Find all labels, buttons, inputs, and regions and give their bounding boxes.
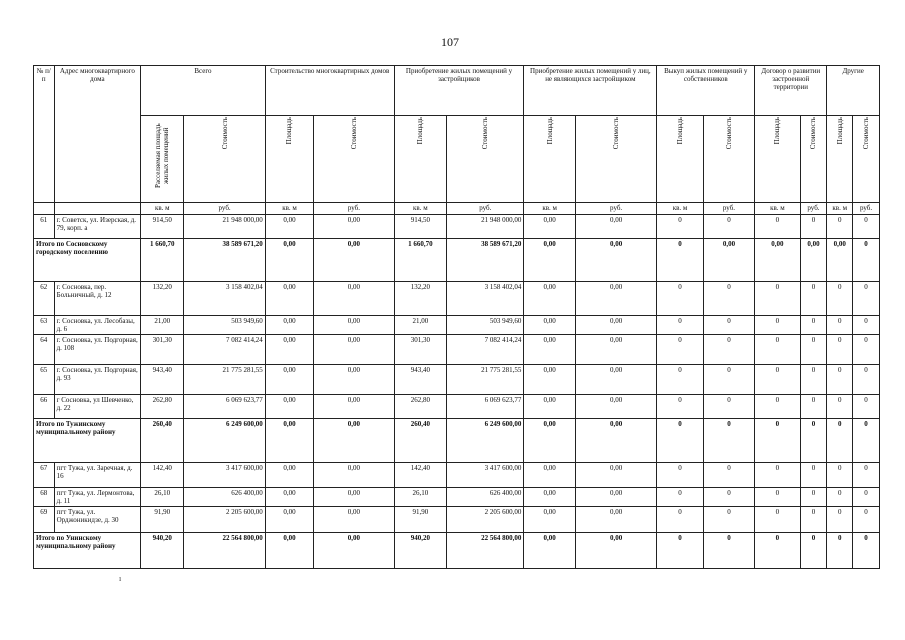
unit-label: кв. м [755, 203, 800, 215]
resettlement-table [33, 65, 880, 569]
value-cell: 0,00 [575, 507, 656, 533]
value-cell: 0,00 [265, 395, 313, 419]
value-cell: 0 [755, 395, 800, 419]
group-header: Договор о развитии застроенной территории [755, 66, 827, 116]
value-cell: 0 [703, 365, 755, 395]
value-cell: 0 [755, 215, 800, 239]
value-cell: 0,00 [314, 335, 394, 365]
value-cell: 0 [657, 419, 703, 463]
unit-label: руб. [703, 203, 755, 215]
subtotal-row [34, 239, 880, 282]
value-cell: 0,00 [524, 533, 576, 569]
value-cell: 0 [755, 335, 800, 365]
value-cell: 301,30 [141, 335, 184, 365]
unit-label: руб. [184, 203, 265, 215]
value-cell: 940,20 [141, 533, 184, 569]
sub-header: Площадь [755, 116, 800, 203]
value-cell: 0,00 [265, 463, 313, 488]
value-cell: 0,00 [575, 239, 656, 282]
group-header: Строительство многоквартирных домов [265, 66, 394, 116]
value-cell: 0 [827, 335, 853, 365]
subtotal-label: Итого по Тужинскому муниципальному району [34, 419, 141, 463]
value-cell: 0,00 [524, 215, 576, 239]
page-number: 107 [441, 35, 459, 49]
value-cell: 6 069 623,77 [447, 395, 524, 419]
value-cell: 0 [703, 316, 755, 335]
value-cell: 0 [703, 395, 755, 419]
table-row [34, 395, 880, 419]
value-cell: 0,00 [575, 316, 656, 335]
row-number: 67 [34, 463, 55, 488]
scan-mark: ı [119, 574, 122, 583]
value-cell: 0 [827, 282, 853, 316]
value-cell: 0 [755, 419, 800, 463]
unit-label: кв. м [657, 203, 703, 215]
value-cell: 0 [657, 488, 703, 507]
value-cell: 0 [800, 488, 827, 507]
table-row [34, 215, 880, 239]
value-cell: 0 [800, 507, 827, 533]
value-cell: 0,00 [265, 365, 313, 395]
value-cell: 0 [755, 282, 800, 316]
value-cell: 38 589 671,20 [184, 239, 265, 282]
value-cell: 0 [755, 488, 800, 507]
group-header: Приобретение жилых помещений у лиц, не являющихся застройщиком [524, 66, 657, 116]
value-cell: 7 082 414,24 [184, 335, 265, 365]
units-empty [54, 203, 141, 215]
value-cell: 0,00 [265, 507, 313, 533]
address-cell: г. Сосновка, ул. Лесобазы, д. 6 [54, 316, 141, 335]
value-cell: 626 400,00 [447, 488, 524, 507]
value-cell: 38 589 671,20 [447, 239, 524, 282]
value-cell: 142,40 [394, 463, 447, 488]
value-cell: 0,00 [265, 282, 313, 316]
value-cell: 22 564 800,00 [447, 533, 524, 569]
value-cell: 940,20 [394, 533, 447, 569]
table-row [34, 365, 880, 395]
sub-header: Стоимость [853, 116, 880, 203]
unit-label: руб. [800, 203, 827, 215]
value-cell: 0,00 [575, 395, 656, 419]
sub-header: Стоимость [575, 116, 656, 203]
address-cell: г. Сосновка, ул. Подгорная, д. 108 [54, 335, 141, 365]
sub-header: Площадь [524, 116, 576, 203]
address-cell: пгт Тужа, ул. Лермонтова, д. 11 [54, 488, 141, 507]
value-cell: 2 205 600,00 [447, 507, 524, 533]
value-cell: 0 [827, 316, 853, 335]
value-cell: 0 [755, 533, 800, 569]
value-cell: 0 [853, 419, 880, 463]
value-cell: 0 [853, 215, 880, 239]
value-cell: 0 [703, 507, 755, 533]
value-cell: 21 775 281,55 [184, 365, 265, 395]
value-cell: 3 158 402,04 [447, 282, 524, 316]
value-cell: 0 [703, 215, 755, 239]
value-cell: 6 069 623,77 [184, 395, 265, 419]
value-cell: 0,00 [575, 365, 656, 395]
value-cell: 0 [853, 395, 880, 419]
value-cell: 21,00 [394, 316, 447, 335]
value-cell: 132,20 [394, 282, 447, 316]
unit-label: кв. м [265, 203, 313, 215]
value-cell: 0,00 [524, 419, 576, 463]
value-cell: 0,00 [265, 419, 313, 463]
value-cell: 0 [827, 365, 853, 395]
table-row [34, 463, 880, 488]
value-cell: 0,00 [524, 463, 576, 488]
value-cell: 0,00 [800, 239, 827, 282]
value-cell: 0 [827, 215, 853, 239]
value-cell: 503 949,60 [184, 316, 265, 335]
value-cell: 0 [703, 282, 755, 316]
row-number: 61 [34, 215, 55, 239]
value-cell: 0,00 [575, 282, 656, 316]
table-row [34, 507, 880, 533]
sub-header: Стоимость [184, 116, 265, 203]
value-cell: 0,00 [314, 395, 394, 419]
unit-label: руб. [314, 203, 394, 215]
value-cell: 0 [800, 419, 827, 463]
value-cell: 0 [853, 335, 880, 365]
value-cell: 0,00 [314, 463, 394, 488]
row-number: 64 [34, 335, 55, 365]
value-cell: 0 [703, 419, 755, 463]
value-cell: 626 400,00 [184, 488, 265, 507]
row-number: 65 [34, 365, 55, 395]
value-cell: 0 [853, 488, 880, 507]
value-cell: 0,00 [524, 282, 576, 316]
value-cell: 0,00 [265, 533, 313, 569]
value-cell: 0 [827, 507, 853, 533]
group-header: Выкуп жилых помещений у собственников [657, 66, 755, 116]
value-cell: 0 [827, 488, 853, 507]
value-cell: 0,00 [265, 488, 313, 507]
value-cell: 0 [657, 463, 703, 488]
value-cell: 22 564 800,00 [184, 533, 265, 569]
value-cell: 0 [657, 335, 703, 365]
value-cell: 3 417 600,00 [447, 463, 524, 488]
value-cell: 0 [703, 488, 755, 507]
value-cell: 142,40 [141, 463, 184, 488]
subtotal-row [34, 419, 880, 463]
value-cell: 3 158 402,04 [184, 282, 265, 316]
value-cell: 0,00 [827, 239, 853, 282]
subtotal-label: Итого по Сосновскому городскому поселению [34, 239, 141, 282]
sub-header: Площадь [827, 116, 853, 203]
value-cell: 0,00 [314, 215, 394, 239]
address-cell: г. Советск, ул. Изерская, д. 79, корп. а [54, 215, 141, 239]
sub-header: Площадь [394, 116, 447, 203]
value-cell: 21 775 281,55 [447, 365, 524, 395]
value-cell: 0 [657, 533, 703, 569]
value-cell: 6 249 600,00 [184, 419, 265, 463]
value-cell: 21 948 000,00 [184, 215, 265, 239]
value-cell: 260,40 [394, 419, 447, 463]
value-cell: 0 [800, 316, 827, 335]
value-cell: 0 [853, 507, 880, 533]
value-cell: 0,00 [575, 335, 656, 365]
value-cell: 0 [853, 239, 880, 282]
row-number: 69 [34, 507, 55, 533]
group-header: Другие [827, 66, 880, 116]
value-cell: 0 [657, 282, 703, 316]
value-cell: 943,40 [141, 365, 184, 395]
value-cell: 0,00 [575, 419, 656, 463]
value-cell: 0 [703, 335, 755, 365]
sub-header: Стоимость [703, 116, 755, 203]
address-cell: пгт Тужа, ул. Заречная, д. 16 [54, 463, 141, 488]
sub-header: Площадь [657, 116, 703, 203]
value-cell: 503 949,60 [447, 316, 524, 335]
units-empty [34, 203, 55, 215]
value-cell: 0 [827, 533, 853, 569]
value-cell: 0 [827, 395, 853, 419]
header-address: Адрес многоквартирного дома [54, 66, 141, 203]
subtotal-row [34, 533, 880, 569]
row-number: 68 [34, 488, 55, 507]
value-cell: 0 [827, 463, 853, 488]
value-cell: 0,00 [265, 239, 313, 282]
group-header: Приобретение жилых помещений у застройщиков [394, 66, 524, 116]
unit-label: руб. [447, 203, 524, 215]
value-cell: 0 [827, 419, 853, 463]
sub-header: Площадь [265, 116, 313, 203]
value-cell: 0,00 [575, 533, 656, 569]
value-cell: 2 205 600,00 [184, 507, 265, 533]
header-num: № п/п [34, 66, 55, 203]
value-cell: 0 [755, 316, 800, 335]
value-cell: 26,10 [141, 488, 184, 507]
address-cell: г. Сосновка, пер. Больничный, д. 12 [54, 282, 141, 316]
value-cell: 914,50 [141, 215, 184, 239]
table-row [34, 282, 880, 316]
value-cell: 0 [657, 395, 703, 419]
value-cell: 21,00 [141, 316, 184, 335]
value-cell: 0 [800, 282, 827, 316]
value-cell: 0 [800, 365, 827, 395]
value-cell: 0,00 [314, 419, 394, 463]
value-cell: 0 [703, 533, 755, 569]
value-cell: 0 [800, 395, 827, 419]
value-cell: 301,30 [394, 335, 447, 365]
value-cell: 0,00 [314, 488, 394, 507]
unit-label: руб. [575, 203, 656, 215]
value-cell: 0,00 [575, 215, 656, 239]
value-cell: 0 [657, 239, 703, 282]
table-body [34, 215, 880, 569]
value-cell: 0,00 [314, 316, 394, 335]
value-cell: 0 [800, 463, 827, 488]
sub-header: Стоимость [800, 116, 827, 203]
value-cell: 0 [853, 316, 880, 335]
value-cell: 0,00 [265, 215, 313, 239]
value-cell: 0,00 [575, 463, 656, 488]
value-cell: 0 [853, 365, 880, 395]
value-cell: 0,00 [524, 239, 576, 282]
subtotal-label: Итого по Унинскому муниципальному району [34, 533, 141, 569]
value-cell: 91,90 [394, 507, 447, 533]
value-cell: 0,00 [524, 365, 576, 395]
value-cell: 0 [800, 215, 827, 239]
value-cell: 1 660,70 [141, 239, 184, 282]
value-cell: 91,90 [141, 507, 184, 533]
value-cell: 0 [703, 463, 755, 488]
value-cell: 260,40 [141, 419, 184, 463]
value-cell: 0,00 [314, 365, 394, 395]
unit-label: кв. м [524, 203, 576, 215]
value-cell: 0,00 [755, 239, 800, 282]
row-number: 63 [34, 316, 55, 335]
row-number: 62 [34, 282, 55, 316]
value-cell: 262,80 [141, 395, 184, 419]
value-cell: 0,00 [524, 507, 576, 533]
address-cell: г. Сосновка, ул. Подгорная, д. 93 [54, 365, 141, 395]
value-cell: 1 660,70 [394, 239, 447, 282]
value-cell: 0,00 [524, 335, 576, 365]
unit-label: кв. м [141, 203, 184, 215]
value-cell: 0,00 [524, 488, 576, 507]
value-cell: 7 082 414,24 [447, 335, 524, 365]
address-cell: пгт Тужа, ул. Орджоникидзе, д. 30 [54, 507, 141, 533]
value-cell: 0 [755, 463, 800, 488]
value-cell: 0 [755, 507, 800, 533]
value-cell: 262,80 [394, 395, 447, 419]
group-header: Всего [141, 66, 266, 116]
value-cell: 0,00 [575, 488, 656, 507]
value-cell: 0,00 [314, 282, 394, 316]
unit-label: руб. [853, 203, 880, 215]
value-cell: 943,40 [394, 365, 447, 395]
value-cell: 0,00 [524, 395, 576, 419]
sub-header: Расселяемая площадь жилых помещений [141, 116, 184, 203]
value-cell: 0 [657, 215, 703, 239]
value-cell: 0 [657, 365, 703, 395]
value-cell: 0,00 [703, 239, 755, 282]
value-cell: 3 417 600,00 [184, 463, 265, 488]
table-row [34, 488, 880, 507]
address-cell: г Сосновка, ул Шевченко, д. 22 [54, 395, 141, 419]
value-cell: 6 249 600,00 [447, 419, 524, 463]
table-row [34, 316, 880, 335]
value-cell: 0 [853, 533, 880, 569]
value-cell: 0,00 [314, 507, 394, 533]
value-cell: 0 [800, 533, 827, 569]
value-cell: 21 948 000,00 [447, 215, 524, 239]
value-cell: 0,00 [314, 239, 394, 282]
table-row [34, 335, 880, 365]
sub-header: Стоимость [447, 116, 524, 203]
unit-label: кв. м [827, 203, 853, 215]
value-cell: 0,00 [314, 533, 394, 569]
row-number: 66 [34, 395, 55, 419]
value-cell: 0 [853, 282, 880, 316]
value-cell: 26,10 [394, 488, 447, 507]
value-cell: 0 [853, 463, 880, 488]
value-cell: 0 [800, 335, 827, 365]
value-cell: 0,00 [524, 316, 576, 335]
value-cell: 0 [657, 507, 703, 533]
unit-label: кв. м [394, 203, 447, 215]
value-cell: 914,50 [394, 215, 447, 239]
value-cell: 0,00 [265, 316, 313, 335]
value-cell: 0 [657, 316, 703, 335]
value-cell: 132,20 [141, 282, 184, 316]
sub-header: Стоимость [314, 116, 394, 203]
value-cell: 0 [755, 365, 800, 395]
value-cell: 0,00 [265, 335, 313, 365]
